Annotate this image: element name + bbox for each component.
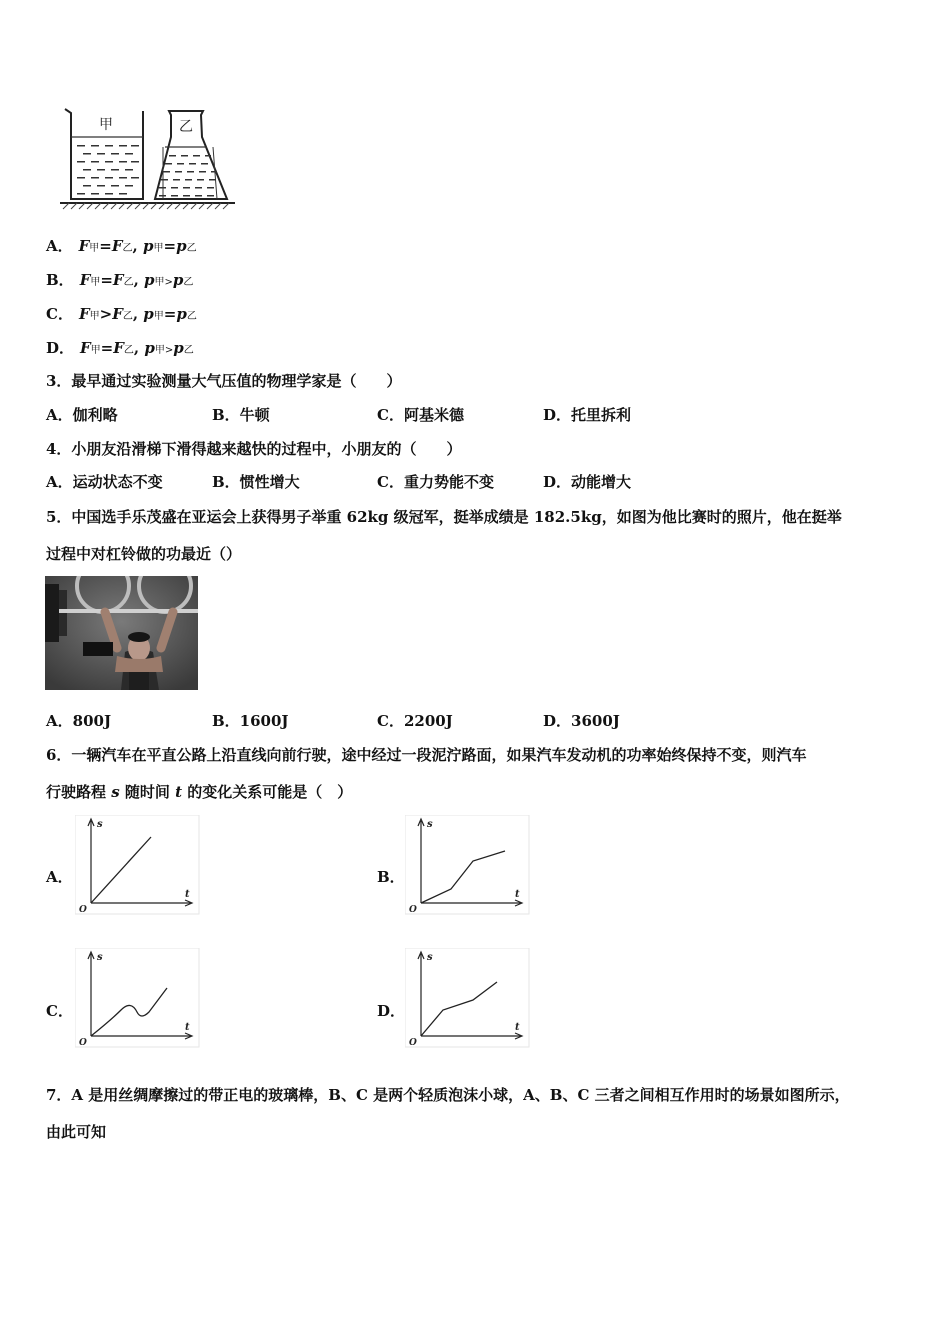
q2-option-a[interactable]: [46, 236, 197, 259]
q6-option-a[interactable]: A．: [46, 868, 73, 886]
relation-f: =: [99, 237, 112, 255]
symbol-f: F: [113, 339, 124, 357]
subscript-yi: 乙: [186, 243, 197, 254]
q6-option-c[interactable]: C．: [46, 1002, 73, 1020]
weightlifter-photo: [45, 576, 198, 690]
subscript-yi: 乙: [183, 345, 194, 356]
q5-option-a[interactable]: A．800J: [46, 712, 112, 730]
q5-option-d[interactable]: D．3600J: [543, 712, 620, 730]
relation-f: >: [99, 305, 113, 323]
symbol-p: p: [144, 339, 155, 357]
q5-stem-line2: 过程中对杠铃做的功最近（）: [46, 545, 242, 563]
axis-label-s: s: [97, 819, 103, 830]
axis-label-s: s: [427, 952, 433, 963]
q6-option-b[interactable]: B．: [377, 868, 405, 886]
graph-frame: [75, 815, 199, 914]
symbol-p: p: [173, 339, 184, 357]
subscript-yi: 乙: [122, 243, 133, 254]
vessel-label-jia: 甲: [99, 117, 113, 133]
relation-f: =: [100, 271, 113, 289]
q3-option-a[interactable]: A．伽利略: [46, 406, 118, 424]
q4-stem: 4．小朋友沿滑梯下滑得越来越快的过程中，小朋友的（ ）: [46, 440, 462, 458]
subscript-jia: 甲: [154, 277, 165, 288]
q3-stem: 3．最早通过实验测量大气压值的物理学家是（ ）: [46, 372, 402, 390]
relation-p: >: [164, 277, 173, 288]
curve: [421, 982, 497, 1036]
origin-label: O: [79, 905, 87, 915]
separator: ,: [132, 305, 144, 323]
q6-option-d[interactable]: D．: [377, 1002, 406, 1020]
axis-label-s: s: [97, 952, 103, 963]
graph-c: [75, 948, 200, 1052]
origin-label: O: [409, 905, 417, 915]
symbol-f: F: [79, 271, 91, 289]
separator: ,: [132, 237, 143, 255]
symbol-p: p: [176, 305, 187, 323]
subscript-yi: 乙: [183, 277, 194, 288]
q3-option-b[interactable]: B．牛顿: [212, 406, 270, 424]
symbol-f: F: [112, 305, 123, 323]
symbol-f: F: [78, 305, 90, 323]
symbol-f: F: [78, 237, 90, 255]
origin-label: O: [79, 1038, 87, 1048]
axis-label-t: t: [185, 1022, 190, 1033]
q7-stem-line1: 7．A 是用丝绸摩擦过的带正电的玻璃棒，B、C 是两个轻质泡沫小球，A、B、C 三者之间相互作用时的场景如图所示，: [46, 1086, 850, 1104]
symbol-p: p: [142, 237, 154, 255]
symbol-f: F: [111, 237, 123, 255]
option-letter: D．: [46, 339, 75, 357]
relation-p: =: [163, 305, 177, 323]
q2-option-d[interactable]: [46, 338, 194, 361]
subscript-jia: 甲: [89, 311, 100, 322]
subscript-jia: 甲: [154, 345, 165, 356]
q7-stem-line2: 由此可知: [46, 1123, 107, 1141]
q3-option-d[interactable]: D．托里拆利: [543, 406, 632, 424]
graph-a: [75, 815, 200, 919]
q6-stem-part-b: 随时间: [119, 783, 176, 801]
subscript-jia: 甲: [153, 243, 164, 254]
symbol-p: p: [144, 271, 155, 289]
axis-label-t: t: [185, 889, 190, 900]
subscript-yi: 乙: [186, 311, 197, 322]
relation-p: >: [164, 345, 174, 356]
relation-p: =: [163, 237, 177, 255]
curve: [91, 837, 151, 903]
q3-option-c[interactable]: C．阿基米德: [377, 406, 464, 424]
option-letter: A．: [46, 237, 73, 255]
q6-stem-line2: [46, 782, 352, 802]
q4-option-d[interactable]: D．动能增大: [543, 473, 632, 491]
q6-stem-part-c: 的变化关系可能是（ ）: [182, 783, 353, 801]
q4-option-a[interactable]: A．运动状态不变: [46, 473, 163, 491]
symbol-f: F: [112, 271, 124, 289]
q4-option-c[interactable]: C．重力势能不变: [377, 473, 494, 491]
symbol-p: p: [176, 237, 187, 255]
subscript-jia: 甲: [90, 277, 101, 288]
q6-stem-part-a: 行驶路程: [46, 783, 112, 801]
separator: ,: [133, 271, 145, 289]
q2-option-b[interactable]: [46, 270, 193, 293]
q4-option-b[interactable]: B．惯性增大: [212, 473, 300, 491]
axis-label-t: t: [515, 889, 520, 900]
subscript-yi: 乙: [123, 277, 134, 288]
origin-label: O: [409, 1038, 417, 1048]
vessels-figure: [55, 95, 240, 215]
separator: ,: [133, 339, 145, 357]
option-letter: B．: [46, 271, 74, 289]
symbol-p: p: [143, 305, 154, 323]
graph-b: [405, 815, 530, 919]
vessel-label-yi: 乙: [179, 119, 193, 135]
curve: [421, 851, 505, 903]
curve: [91, 988, 167, 1036]
q6-symbol-t: t: [175, 783, 183, 801]
subscript-jia: 甲: [153, 311, 164, 322]
subscript-jia: 甲: [90, 345, 101, 356]
q5-option-b[interactable]: B．1600J: [212, 712, 289, 730]
subscript-jia: 甲: [89, 243, 100, 254]
q5-option-c[interactable]: C．2200J: [377, 712, 453, 730]
graph-d: [405, 948, 530, 1052]
graph-frame: [75, 948, 199, 1047]
q5-stem-line1: 5．中国选手乐茂盛在亚运会上获得男子举重 62kg 级冠军，挺举成绩是 182.5kg，如图为他比赛时的照片，他在挺举: [46, 508, 842, 526]
symbol-f: F: [80, 339, 91, 357]
q6-stem-line1: 6．一辆汽车在平直公路上沿直线向前行驶，途中经过一段泥泞路面，如果汽车发动机的功率始终保持不变，则汽车: [46, 746, 807, 764]
symbol-p: p: [172, 271, 184, 289]
axis-label-t: t: [515, 1022, 520, 1033]
q6-symbol-s: s: [111, 783, 120, 801]
option-letter: C．: [46, 305, 73, 323]
graph-frame: [405, 815, 529, 914]
axis-label-s: s: [427, 819, 433, 830]
q2-option-c[interactable]: [46, 304, 197, 327]
subscript-yi: 乙: [123, 345, 134, 356]
relation-f: =: [100, 339, 114, 357]
subscript-yi: 乙: [122, 311, 133, 322]
